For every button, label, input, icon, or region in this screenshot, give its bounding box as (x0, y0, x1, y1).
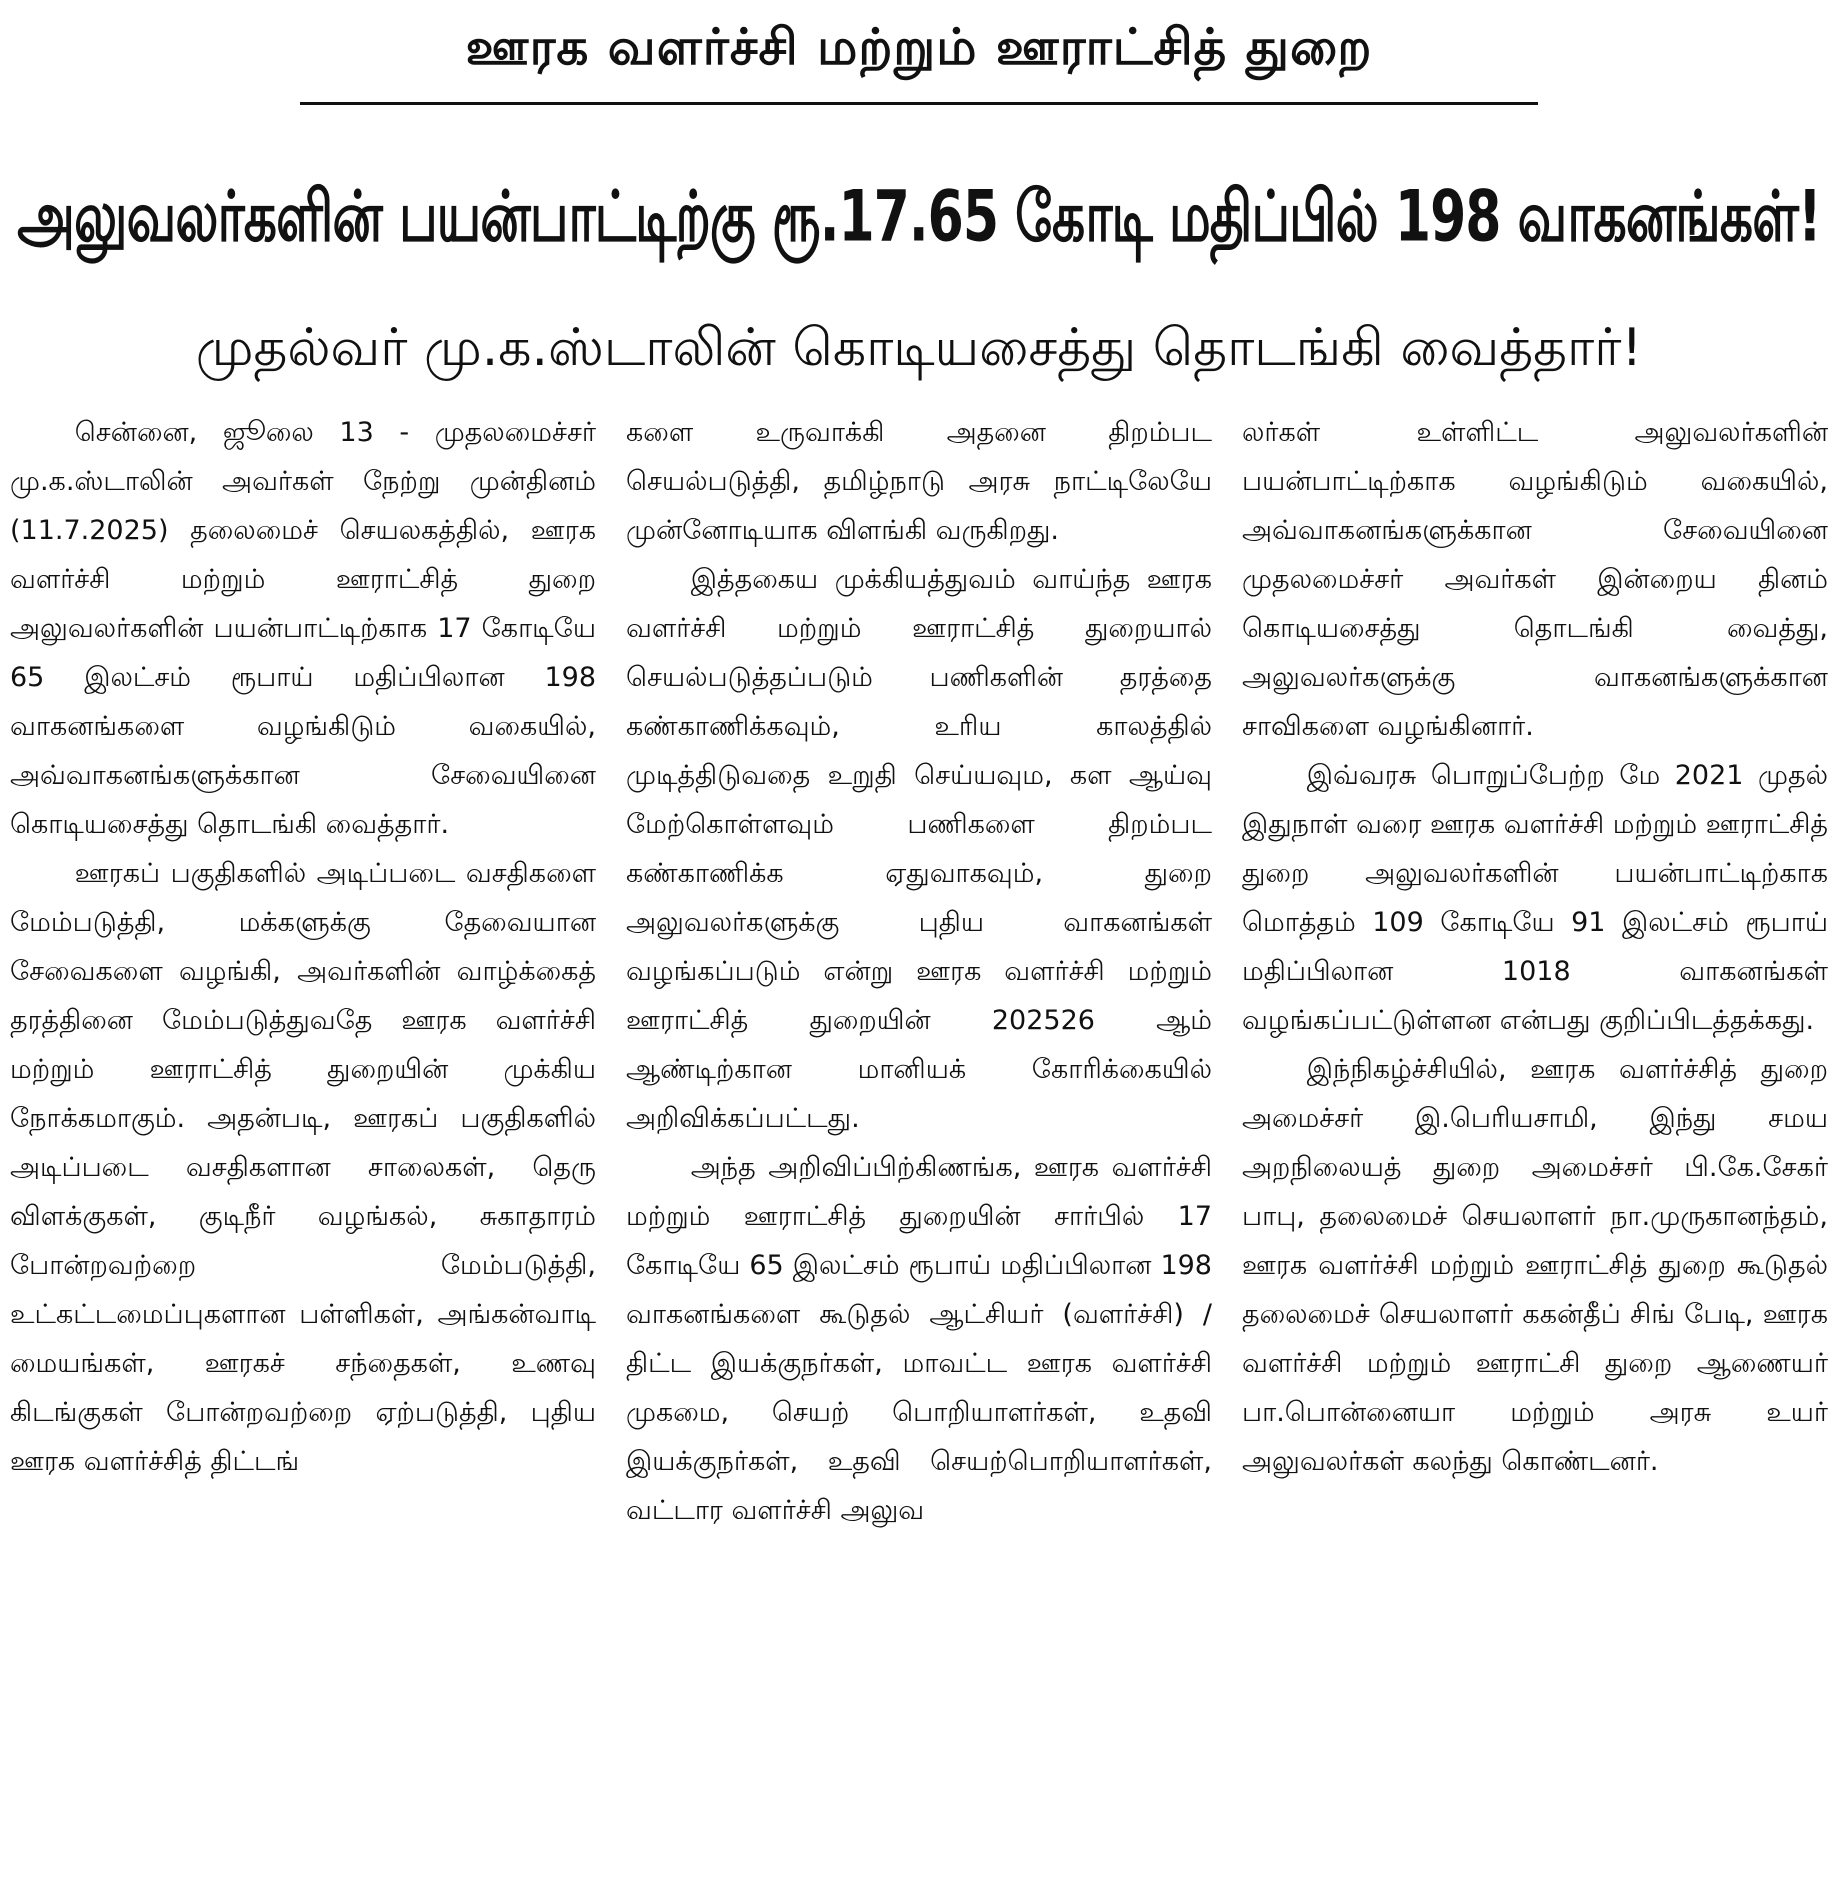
column-2 (626, 408, 1212, 1882)
column-1 (10, 408, 596, 1882)
section-kicker: ஊரக வளர்ச்சி மற்றும் ஊராட்சித் துறை (465, 18, 1373, 76)
paragraph: லர்கள் உள்ளிட்ட அலுவலர்களின் பயன்பாட்டிற்காக வழங்கிடும் வகையில், அவ்வாகனங்களுக்கான சேவையினை முதலமைச்சர் அவர்கள் இன்றைய தினம் கொடியசைத்து தொடங்கி வைத்து, அலுவலர்களுக்கு வாகனங்களுக்கான சாவிகளை வழங்கினார். (1242, 417, 1828, 742)
paragraph: இவ்வரசு பொறுப்பேற்ற மே 2021 முதல் இதுநாள் வரை ஊரக வளர்ச்சி மற்றும் ஊராட்சித் துறை அலுவலர்களின் பயன்பாட்டிற்காக மொத்தம் 109 கோடியே 91 இலட்சம் ரூபாய் மதிப்பிலான 1018 வாகனங்கள் வழங்கப்பட்டுள்ளன என்பது குறிப்பிடத்தக்கது. (1242, 760, 1828, 1036)
paragraph: இந்நிகழ்ச்சியில், ஊரக வளர்ச்சித் துறை அமைச்சர் இ.பெரியசாமி, இந்து சமய அறநிலையத் துறை அமைச்சர் பி.கே.சேகர் பாபு, தலைமைச் செயலாளர் நா.முருகானந்தம், ஊரக வளர்ச்சி மற்றும் ஊராட்சித் துறை கூடுதல் தலைமைச் செயலாளர் ககன்தீப் சிங் பேடி, ஊரக வளர்ச்சி மற்றும் ஊராட்சி துறை ஆணையர் பா.பொன்னையா மற்றும் அரசு உயர் அலுவலர்கள் கலந்து கொண்டனர். (1242, 1054, 1828, 1477)
headline: அலுவலர்களின் பயன்பாட்டிற்கு ரூ.17.65 கோடி மதிப்பில் 198 வாகனங்கள்! (17, 177, 1821, 259)
article-body (10, 408, 1828, 1882)
kicker-underline (300, 102, 1538, 105)
paragraph: ஊரகப் பகுதிகளில் அடிப்படை வசதிகளை மேம்படுத்தி, மக்களுக்கு தேவையான சேவைகளை வழங்கி, அவர்களின் வாழ்க்கைத் தரத்தினை மேம்படுத்துவதே ஊரக வளர்ச்சி மற்றும் ஊராட்சித் துறையின் முக்கிய நோக்கமாகும். அதன்படி, ஊரகப் பகுதிகளில் அடிப்படை வசதிகளான சாலைகள், தெரு விளக்குகள், குடிநீர் வழங்கல், சுகாதாரம் போன்றவற்றை மேம்படுத்தி, உட்கட்டமைப்புகளான பள்ளிகள், அங்கன்வாடி மையங்கள், ஊரகச் சந்தைகள், உணவு கிடங்குகள் போன்றவற்றை ஏற்படுத்தி, புதிய ஊரக வளர்ச்சித் திட்டங் (10, 858, 596, 1477)
paragraph: களை உருவாக்கி அதனை திறம்பட செயல்படுத்தி, தமிழ்நாடு அரசு நாட்டிலேயே முன்னோடியாக விளங்கி வருகிறது. (626, 417, 1212, 546)
paragraph: இத்தகைய முக்கியத்துவம் வாய்ந்த ஊரக வளர்ச்சி மற்றும் ஊராட்சித் துறையால் செயல்படுத்தப்படும் பணிகளின் தரத்தை கண்காணிக்கவும், உரிய காலத்தில் முடித்திடுவதை உறுதி செய்யவும, கள ஆய்வு மேற்கொள்ளவும் பணிகளை திறம்பட கண்காணிக்க ஏதுவாகவும், துறை அலுவலர்களுக்கு புதிய வாகனங்கள் வழங்கப்படும் என்று ஊரக வளர்ச்சி மற்றும் ஊராட்சித் துறையின் 202526 ஆம் ஆண்டிற்கான மானியக் கோரிக்கையில் அறிவிக்கப்பட்டது. (626, 564, 1212, 1134)
paragraph: அந்த அறிவிப்பிற்கிணங்க, ஊரக வளர்ச்சி மற்றும் ஊராட்சித் துறையின் சார்பில் 17 கோடியே 65 இலட்சம் ரூபாய் மதிப்பிலான 198 வாகனங்களை கூடுதல் ஆட்சியர் (வளர்ச்சி) / திட்ட இயக்குநர்கள், மாவட்ட ஊரக வளர்ச்சி முகமை, செயற் பொறியாளர்கள், உதவி இயக்குநர்கள், உதவி செயற்பொறியாளர்கள், வட்டார வளர்ச்சி அலுவ (626, 1152, 1212, 1526)
paragraph: சென்னை, ஜூலை 13 - முதலமைச்சர் மு.க.ஸ்டாலின் அவர்கள் நேற்று முன்தினம் (11.7.2025) தலைமைச் செயலகத்தில், ஊரக வளர்ச்சி மற்றும் ஊராட்சித் துறை அலுவலர்களின் பயன்பாட்டிற்காக 17 கோடியே 65 இலட்சம் ரூபாய் மதிப்பிலான 198 வாகனங்களை வழங்கிடும் வகையில், அவ்வாகனங்களுக்கான சேவையினை கொடியசைத்து தொடங்கி வைத்தார். (10, 417, 596, 840)
subheadline: முதல்வர் மு.க.ஸ்டாலின் கொடியசைத்து தொடங்கி வைத்தார்! (195, 318, 1643, 378)
column-3 (1242, 408, 1828, 1882)
